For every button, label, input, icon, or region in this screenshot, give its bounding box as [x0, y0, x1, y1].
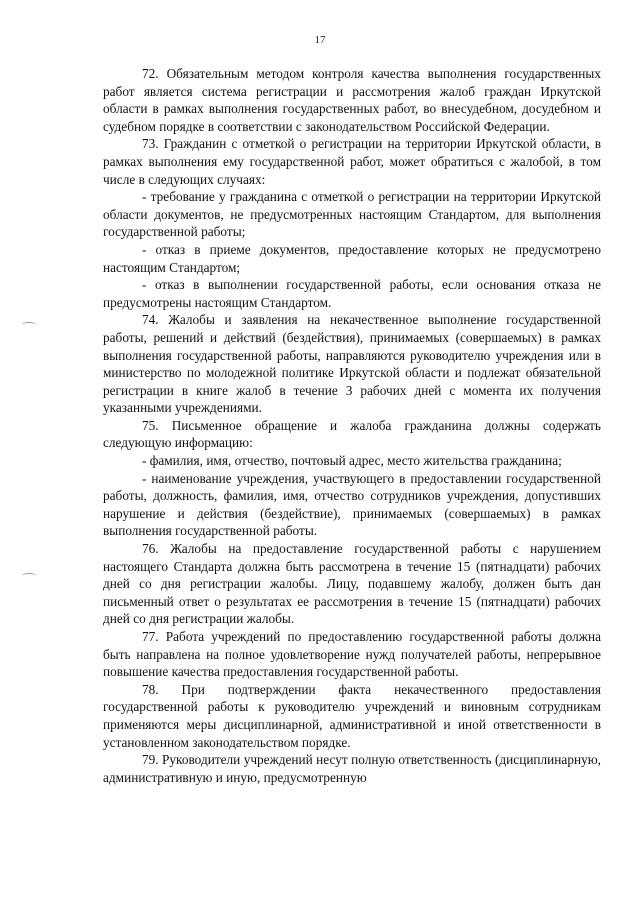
paragraph-74: 74. Жалобы и заявления на некачественное выполнение государственной работы, решений и действий (бездействия), принимаемых (совершаемых) в рамках выполнения государственной работы, направляются руководителю учреждения или в министерство по молодежной политике Иркутской области и подлежат обязательной регистрации в книге жалоб в течение 3 рабочих дней с момента их получения указанными учреждениями. [103, 312, 601, 416]
paragraph-78: 78. При подтверждении факта некачественного предоставления государственной работы к руководителю учреждений и виновным сотрудникам применяются меры дисциплинарной, административной и иной ответственности в установленном законодательством порядке. [103, 681, 601, 750]
list-item: - наименование учреждения, участвующего в предоставлении государственной работы, должность, фамилия, имя, отчество сотрудников учреждения, допустивших нарушение и действия (бездействие), принимаемых (совершаемых) в рамках выполнения государственной работы. [103, 470, 601, 539]
scan-mark [22, 573, 36, 578]
list-item: - фамилия, имя, отчество, почтовый адрес, место жительства гражданина; [142, 453, 562, 469]
list-item: - отказ в выполнении государственной работы, если основания отказа не предусмотрены настоящим Стандартом. [103, 277, 601, 310]
document-body [103, 65, 601, 786]
paragraph-72: 72. Обязательным методом контроля качества выполнения государственных работ является система регистрации и рассмотрения жалоб граждан Иркутской области в рамках выполнения государственных работ, во внесудебном, досудебном и судебном порядке в соответствии с законодательством Российской Федерации. [103, 66, 601, 134]
paragraph-76: 76. Жалобы на предоставление государственной работы с нарушением настоящего Стандарта должна быть рассмотрена в течение 15 (пятнадцати) рабочих дней со дня регистрации жалобы. Лицу, подавшему жалобу, должен быть дан письменный ответ о результатах ее рассмотрения в течение 15 (пятнадцати) рабочих дней со дня регистрации жалобы. [103, 541, 601, 627]
page-number: 17 [314, 34, 326, 46]
paragraph-75: 75. Письменное обращение и жалоба гражданина должны содержать следующую информацию: [103, 417, 601, 451]
paragraph-79: 79. Руководители учреждений несут полную ответственность (дисциплинарную, административную и иную, предусмотренную [103, 752, 601, 785]
list-item: - требование у гражданина с отметкой о регистрации на территории Иркутской области документов, не предусмотренных настоящим Стандартом, для выполнения государственной работы; [103, 189, 601, 240]
paragraph-77: 77. Работа учреждений по предоставлению государственной работы должна быть направлена на полное удовлетворение нужд получателей работы, непрерывное повышение качества предоставления государственной работы. [103, 629, 601, 680]
paragraph-73: 73. Гражданин с отметкой о регистрации на территории Иркутской области, в рамках выполнения ему государственной работ, может обратиться с жалобой, в том числе в следующих случаях: [103, 136, 601, 187]
list-item: - отказ в приеме документов, предоставление которых не предусмотрено настоящим Стандартом; [103, 241, 601, 275]
scan-mark [22, 322, 36, 327]
